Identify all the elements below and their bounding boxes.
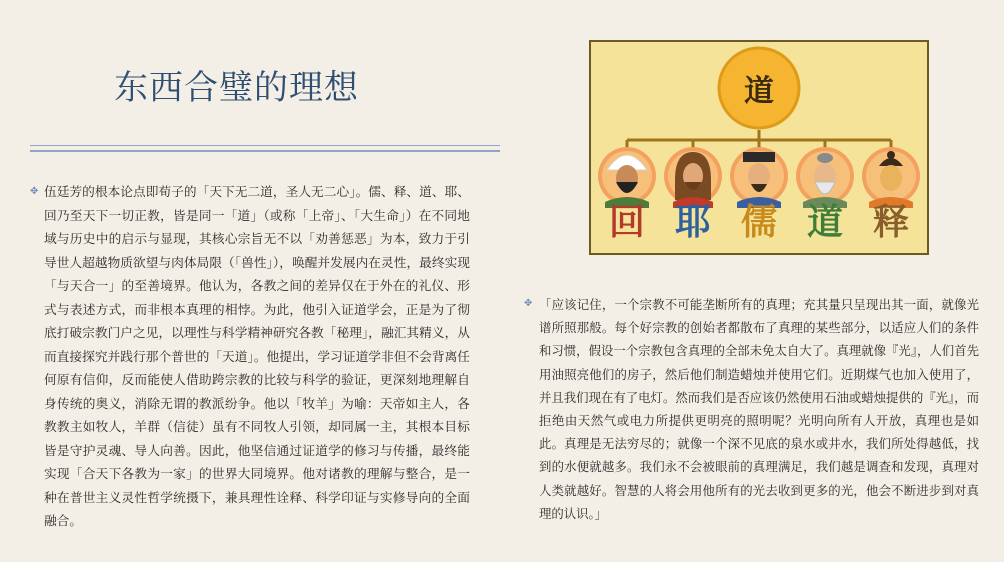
religions-diagram bbox=[589, 40, 929, 255]
left-paragraph: 伍廷芳的根本论点即荀子的「天下无二道，圣人无二心」。儒、释、道、耶、回乃至天下一切正教，皆是同一「道」（或称「上帝」、「大生命」）在不同地域与历史中的启示与显现，其核心宗旨无不以「劝善惩恶」为本，致力于引导世人超越物质欲望与肉体局限（「兽性」），唤醒并发展内在灵性，最终实现「与天合一」的至善境界。他认为，各教之间的差异仅在于外在的礼仪、形式与表述方式，而非根本真理的相悖。为此，他引入证道学会，正是为了彻底打破宗教门户之见，以理性与科学精神研究各教「秘理」，融汇其精义，从而直接探究并践行那个普世的「天道」。他提出，学习证道学非但不会背离任何原有信仰，反而能使人借助跨宗教的比较与科学的验证，更深刻地理解自身传统的奥义，消除无谓的教派纷争。他以「牧羊」为喻：天帝如主人，各教教主如牧人，羊群（信徒）虽有不同牧人引领，却同属一主，其根本目标皆是守护灵魂、导人向善。因此，他坚信通过证道学的修习与传播，最终能实现「合天下各教为一家」的世界大同境界。他对诸教的理解与整合，是一种在普世主义灵性哲学统摄下，兼具理性诠释、科学印证与实修导向的全面融合。 bbox=[44, 184, 470, 528]
religion-labels bbox=[591, 194, 929, 246]
religion-label-hui: 回 bbox=[608, 202, 645, 243]
right-bullet-icon: ✥ bbox=[524, 298, 533, 309]
religion-label-ru: 儒 bbox=[740, 202, 777, 243]
title-rule-thin bbox=[30, 145, 500, 146]
religion-label-dao: 道 bbox=[806, 202, 843, 243]
right-paragraph: 「应该记住，一个宗教不可能垄断所有的真理；充其量只呈现出其一面，就像光谱所照那般。每个好宗教的创始者都散布了真理的某些部分，以适应人们的条件和习惯，假设一个宗教包含真理的全部未免太自大了。真理就像『光』，人们首先用油照亮他们的房子，然后他们制造蜡烛并使用它们。近期煤气也加入使用了，并且我们现在有了电灯。然而我们是否应该仍然使用石油或蜡烛提供的『光』，而拒绝由天然气或电力所提供更明亮的照明呢？光明向所有人开放，真理也是如此。真理是无法穷尽的；就像一个深不见底的泉水或井水，我们所处得越低，找到的水便就越多。我们永不会被眼前的真理满足，我们越是调查和发现，真理对人类就越好。智慧的人将会用他所有的光去收到更多的光，他会不断进步到对真理的认识。」 bbox=[539, 297, 979, 521]
connector-lines bbox=[627, 130, 891, 148]
slide-title: 东西合璧的理想 bbox=[114, 68, 359, 108]
religion-label-shi: 释 bbox=[872, 202, 909, 243]
title-rule-thick bbox=[30, 150, 500, 152]
dao-label: 道 bbox=[744, 74, 774, 109]
religion-label-ye: 耶 bbox=[674, 202, 711, 243]
left-bullet-icon: ✥ bbox=[30, 186, 39, 197]
